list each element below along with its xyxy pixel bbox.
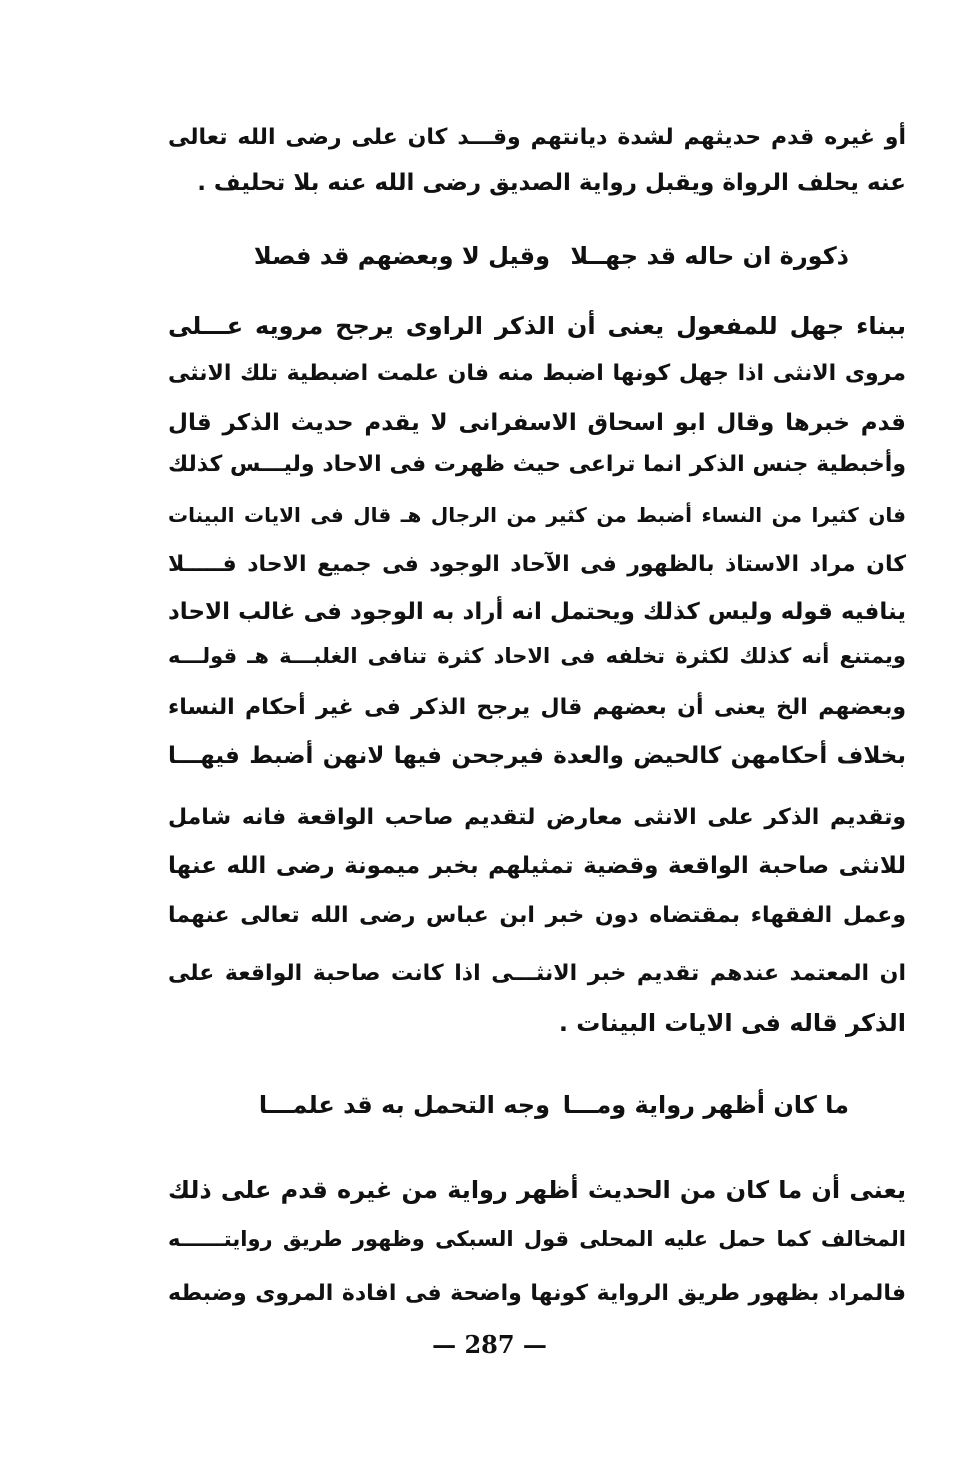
text-line: ينافيه قوله وليس كذلك ويحتمل انه أراد به الوجود فى غالب الاحاد bbox=[168, 599, 906, 625]
text-line: أو غيره قدم حديثهم لشدة ديانتهم وقـــد كان على رضى الله تعالى bbox=[168, 125, 906, 150]
verse-line bbox=[0, 228, 979, 284]
page-number: — 287 — bbox=[432, 1330, 547, 1359]
text-line: وأخبطية جنس الذكر انما تراعى حيث ظهرت فى الاحاد وليـــس كذلك bbox=[168, 452, 906, 477]
text-line: المخالف كما حمل عليه المحلى قول السبكى وظهور طريق روايتــــــه bbox=[168, 1227, 906, 1251]
text-line: فان كثيرا من النساء أضبط من كثير من الرجال هـ قال فى الايات البينات bbox=[168, 503, 906, 527]
text-line: كان مراد الاستاذ بالظهور فى الآحاد الوجود فى جميع الاحاد فـــــلا bbox=[168, 552, 906, 577]
verse-hemistich-second: وقيل لا وبعضهم قد فصلا bbox=[253, 242, 550, 270]
verse-line bbox=[0, 1077, 979, 1133]
text-line: عنه يحلف الرواة ويقبل رواية الصديق رضى الله عنه بلا تحليف . bbox=[197, 170, 906, 196]
text-line: للانثى صاحبة الواقعة وقضية تمثيلهم بخبر ميمونة رضى الله عنها bbox=[168, 853, 906, 879]
text-line: بخلاف أحكامهن كالحيض والعدة فيرجحن فيها لانهن أضبط فيهـــا bbox=[168, 743, 906, 769]
text-line: مروى الانثى اذا جهل كونها اضبط منه فان علمت اضبطية تلك الانثى bbox=[168, 361, 906, 386]
verse-hemistich-second: وجه التحمل به قد علمـــا bbox=[258, 1091, 550, 1119]
text-line: ان المعتمد عندهم تقديم خبر الانثـــى اذا كانت صاحبة الواقعة على bbox=[168, 961, 906, 986]
text-line: وبعضهم الخ يعنى أن بعضهم قال يرجح الذكر فى غير أحكام النساء bbox=[168, 695, 906, 720]
text-line: قدم خبرها وقال ابو اسحاق الاسفرانى لا يقدم حديث الذكر قال bbox=[168, 410, 906, 436]
text-line: وعمل الفقهاء بمقتضاه دون خبر ابن عباس رضى الله تعالى عنهما bbox=[168, 903, 906, 928]
text-line: ببناء جهل للمفعول يعنى أن الذكر الراوى يرجح مرويه عـــلى bbox=[168, 312, 906, 340]
text-line: وتقديم الذكر على الانثى معارض لتقديم صاحب الواقعة فانه شامل bbox=[168, 805, 906, 830]
verse-hemistich-first: ذكورة ان حاله قد جهــلا bbox=[570, 242, 849, 270]
verse-hemistich-first: ما كان أظهر رواية ومـــا bbox=[562, 1091, 849, 1119]
text-line: ويمتنع أنه كذلك لكثرة تخلفه فى الاحاد كثرة تنافى الغلبـــة هـ قولـــه bbox=[168, 644, 906, 668]
text-line: الذكر قاله فى الايات البينات . bbox=[558, 1009, 906, 1037]
text-line: فالمراد بظهور طريق الرواية كونها واضحة فى افادة المروى وضبطه bbox=[168, 1281, 906, 1306]
text-line: يعنى أن ما كان من الحديث أظهر رواية من غيره قدم على ذلك bbox=[168, 1176, 906, 1204]
